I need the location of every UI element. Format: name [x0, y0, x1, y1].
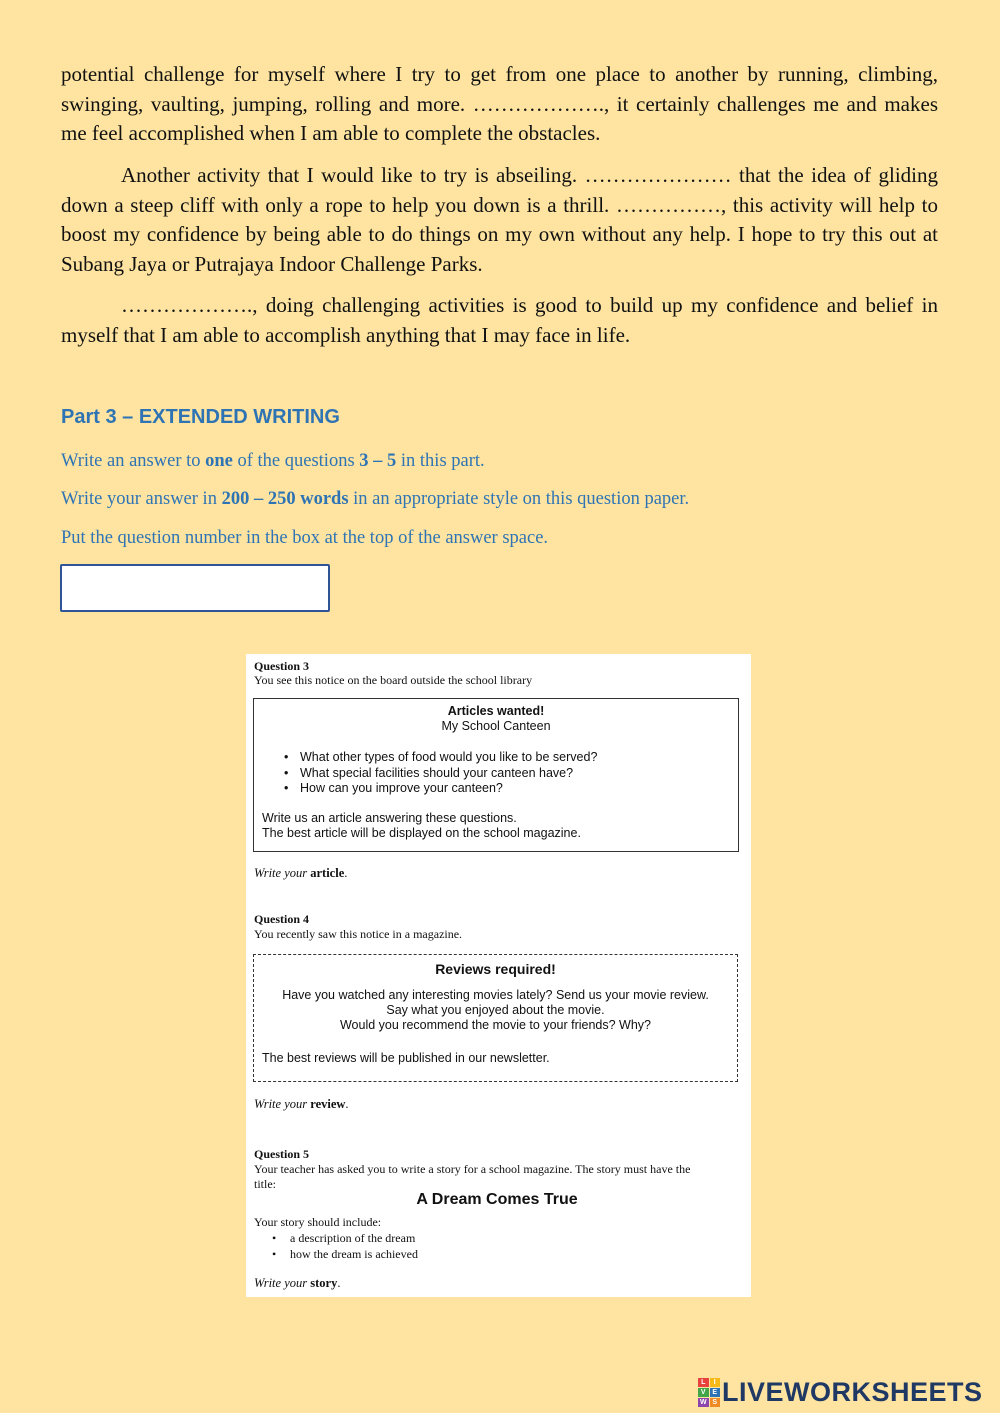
passage-paragraph-1: potential challenge for myself where I try to get from one place to another by running, climbing, swinging, vaulting, jumping, rolling and more. ………………., it certainly challenges me and makes me feel accomplished when I am able to complete the obstacles. [61, 62, 938, 145]
q3-notice [253, 698, 739, 852]
q5-include-label: Your story should include: [254, 1215, 382, 1229]
passage-paragraph-3: ………………., doing challenging activities is good to build up my confidence and belief in myself that I am able to accomplish anything that I may face in life. [61, 293, 938, 347]
brand-name: LIVEWORKSHEETS [722, 1377, 983, 1407]
q4-notice-line-4: The best reviews will be published in our newsletter. [262, 1051, 550, 1065]
q3-notice-line-2: The best article will be displayed on the school magazine. [262, 826, 581, 840]
questions-sheet [246, 654, 751, 1297]
instruction-2: Write your answer in 200 – 250 words in an appropriate style on this question paper. [61, 489, 690, 509]
q3-notice-title: Articles wanted! [447, 704, 545, 718]
q5-bullet-list [272, 1230, 418, 1262]
list-item: • how the dream is achieved [272, 1246, 418, 1262]
q5-write-prompt: Write your story. [254, 1276, 341, 1290]
liveworksheets-icon: L I V E W S [698, 1378, 720, 1408]
q3-title: Question 3 [254, 659, 310, 673]
q4-notice-line-1: Have you watched any interesting movies lately? Send us your movie review. [282, 988, 709, 1002]
q3-write-prompt: Write your article. [254, 866, 348, 880]
q4-notice-title: Reviews required! [435, 961, 556, 977]
q5-subtitle-line-1: Your teacher has asked you to write a story for a school magazine. The story must have the [254, 1162, 691, 1176]
q4-write-prompt: Write your review. [254, 1097, 349, 1111]
q5-story-title: A Dream Comes True [416, 1191, 578, 1208]
liveworksheets-logo [698, 1377, 983, 1408]
q3-notice-line-1: Write us an article answering these questions. [262, 811, 517, 825]
instruction-1: Write an answer to one of the questions 3 – 5 in this part. [61, 451, 485, 471]
part3-heading: Part 3 – EXTENDED WRITING [61, 406, 340, 428]
q3-subtitle: You see this notice on the board outside the school library [254, 673, 533, 687]
instruction-3: Put the question number in the box at the top of the answer space. [61, 528, 549, 548]
q3-notice-subtitle: My School Canteen [441, 719, 551, 733]
q5-subtitle-line-2: title: [254, 1177, 276, 1191]
q4-notice-line-3: Would you recommend the movie to your friends? Why? [339, 1018, 652, 1032]
list-item: • How can you improve your canteen? [284, 781, 597, 797]
passage-paragraph-2: Another activity that I would like to try is abseiling. ………………… that the idea of gliding down a steep cliff with only a rope to help you down is a thrill. ……………, this activity will help to boost my confidence by being able to do things on my own without any help. I hope to try this out at Subang Jaya or Putrajaya Indoor Challenge Parks. [61, 163, 938, 276]
list-item: • What special facilities should your canteen have? [284, 766, 597, 782]
q4-notice [253, 954, 738, 1082]
list-item: • What other types of food would you like to be served? [284, 750, 597, 766]
q4-title: Question 4 [254, 912, 310, 926]
q3-bullet-list [284, 750, 597, 797]
question-number-input[interactable] [60, 564, 330, 612]
list-item: • a description of the dream [272, 1230, 418, 1246]
q5-title: Question 5 [254, 1147, 310, 1161]
q4-subtitle: You recently saw this notice in a magazine. [254, 927, 463, 941]
q4-notice-line-2: Say what you enjoyed about the movie. [386, 1003, 605, 1017]
